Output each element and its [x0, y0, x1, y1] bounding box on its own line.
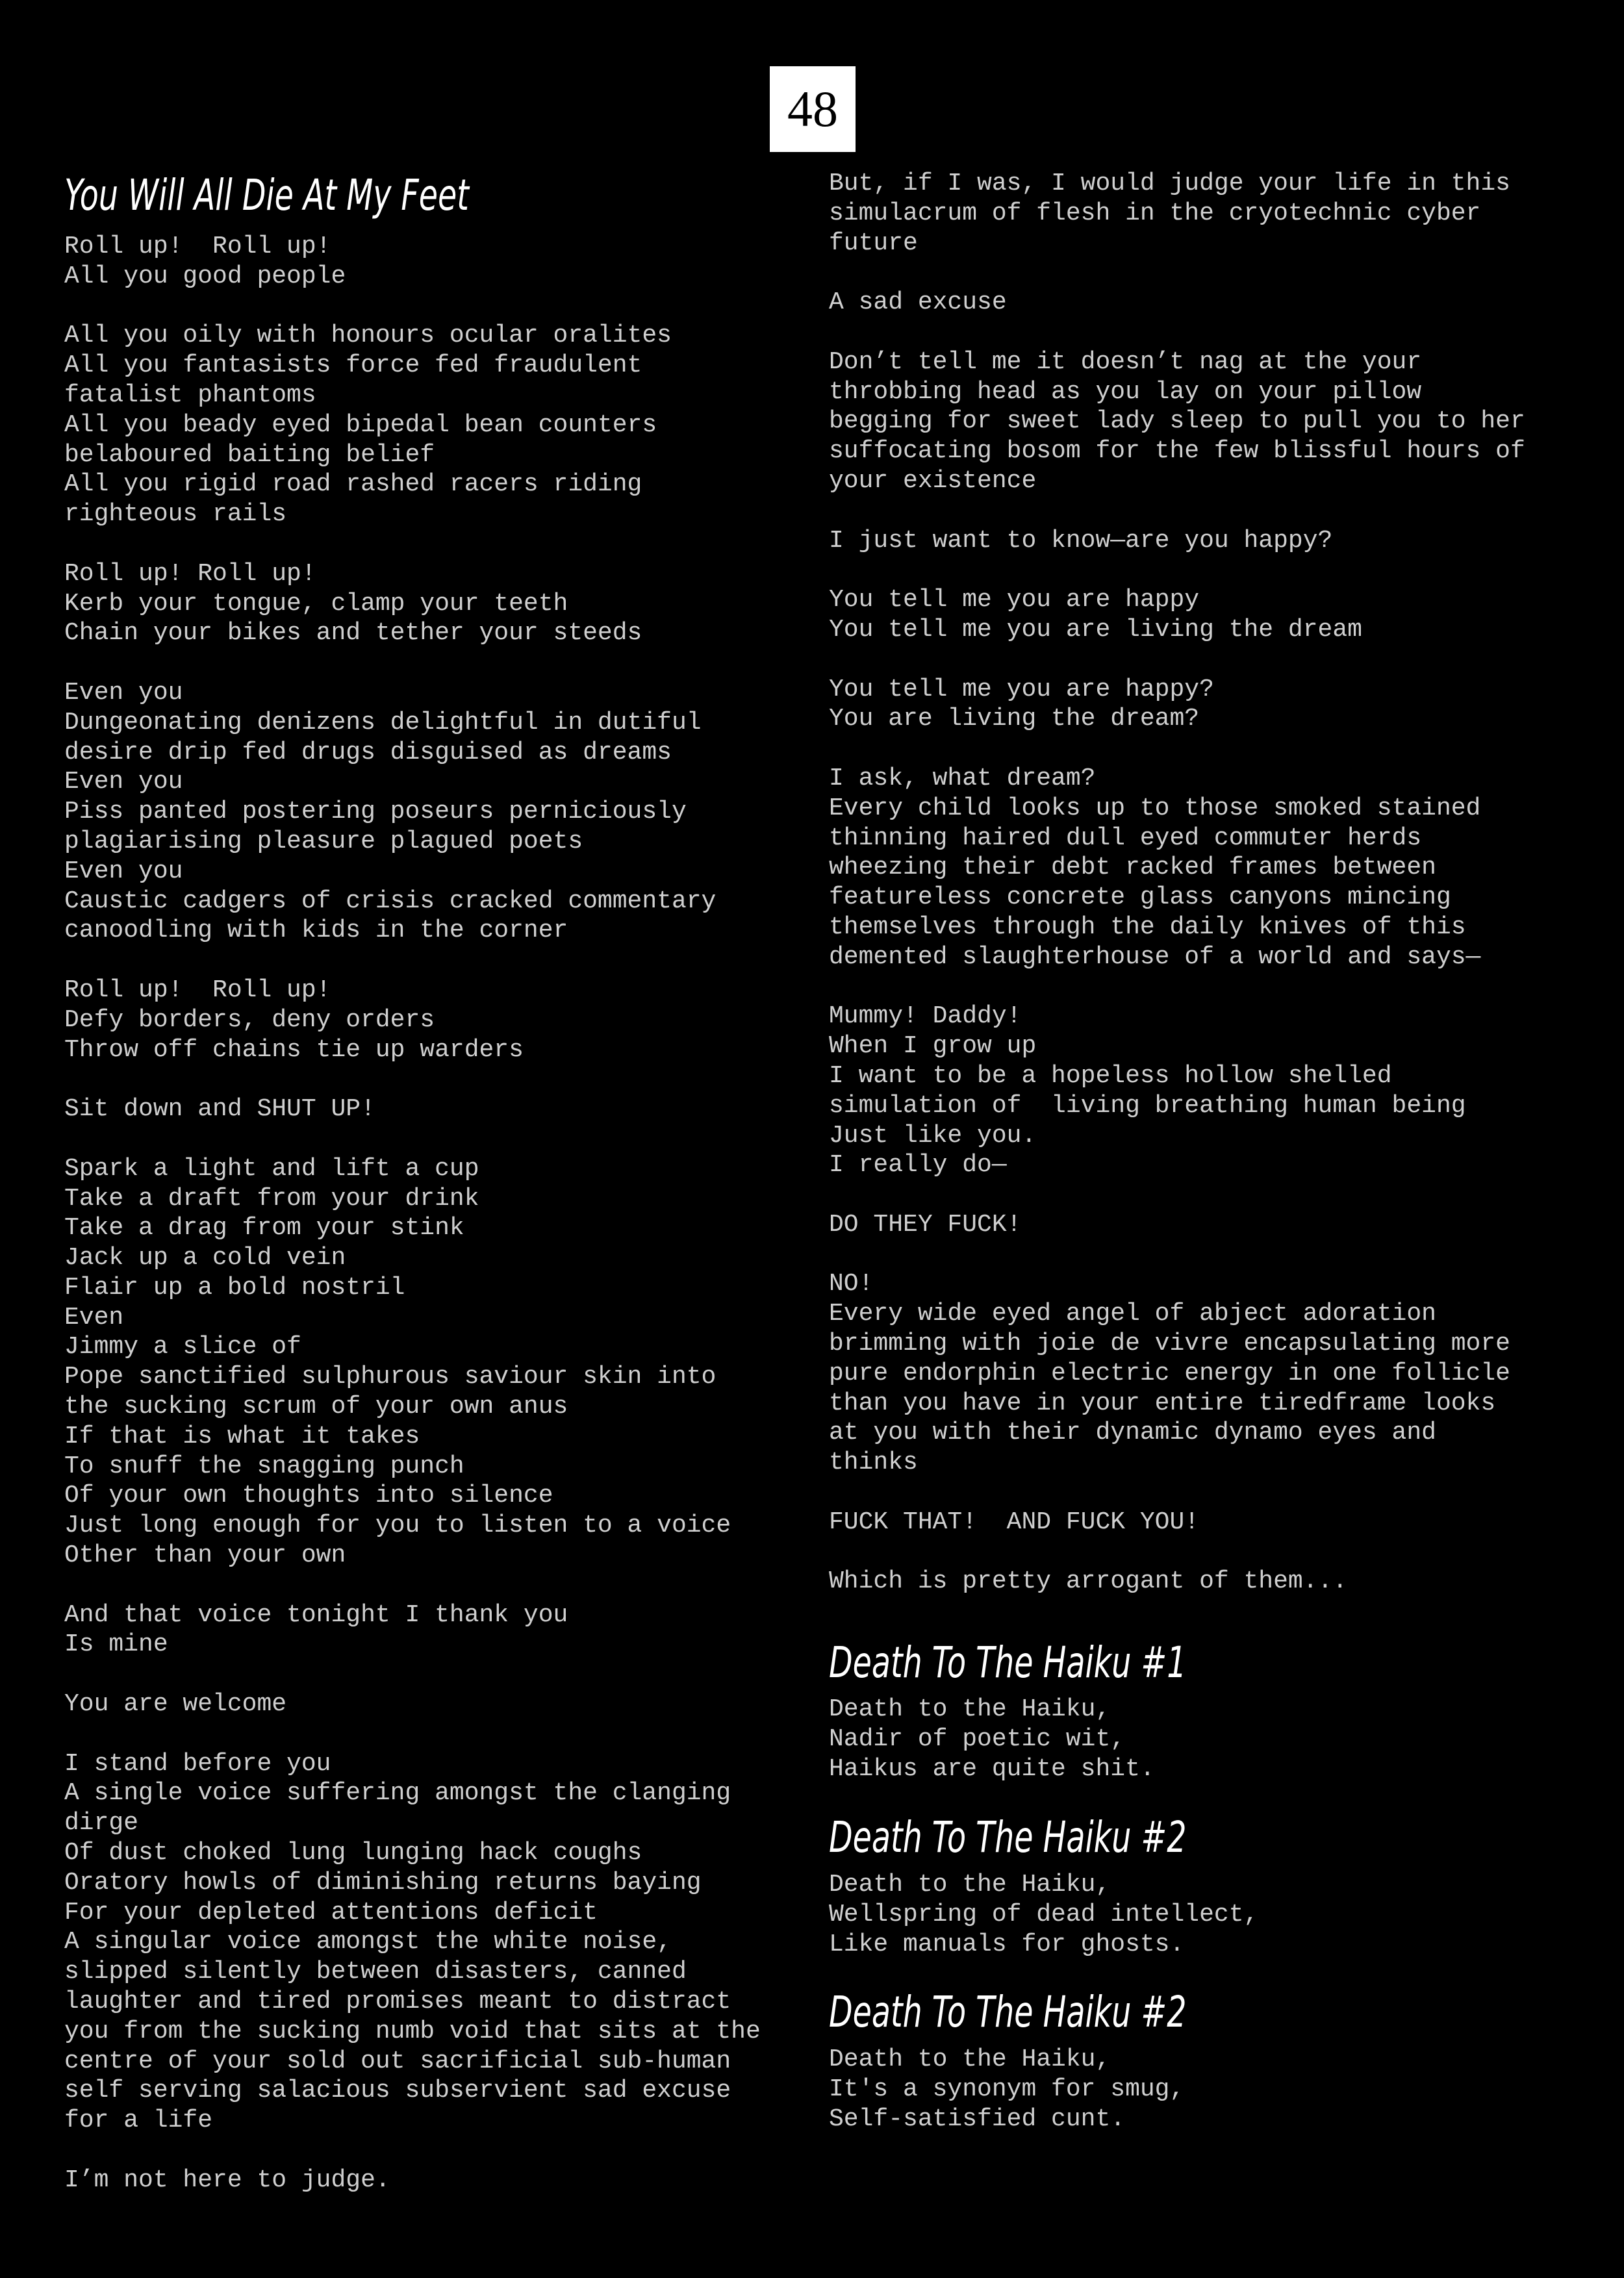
- poem-body-feet-continued: But, if I was, I would judge your life in this simulacrum of flesh in the cryotechnic cyber future A sad excuse Don’t tell me it doesn’t nag at the your throbbing head as you lay on your pillow begging for sweet lady sleep to pull you to her suffocating bosom for the few blissful hours of your existence I just want to know—are you happy? You tell me you are happy You tell me you are living the dream You tell me you are happy? You are living the dream? I ask, what dream? Every child looks up to those smoked stained thinning haired dull eyed commuter herds wheezing their debt racked frames between featureless concrete glass canyons mincing themselves through the daily knives of this demented slaughterhouse of a world and says— Mummy! Daddy! When I grow up I want to be a hopeless hollow shelled simulation of living breathing human being Just like you. I really do— DO THEY FUCK! NO! Every wide eyed angel of abject adoration brimming with joie de vivre encapsulating more pure endorphin electric energy in one follicle than you have in your entire tiredframe looks at you with their dynamic dynamo eyes and thinks FUCK THAT! AND FUCK YOU! Which is pretty arrogant of them...: [829, 170, 1525, 1596]
- poem-title-haiku-2: Death To The Haiku #2: [829, 1812, 1187, 1862]
- poem-title-haiku-1: Death To The Haiku #1: [829, 1638, 1187, 1688]
- page-number-box: [770, 66, 856, 152]
- poem-body-haiku-2: Death to the Haiku, Wellspring of dead intellect, Like manuals for ghosts.: [829, 1871, 1259, 1958]
- poem-body-haiku-1: Death to the Haiku, Nadir of poetic wit, Haikus are quite shit.: [829, 1695, 1155, 1783]
- poem-title-haiku-3: Death To The Haiku #2: [829, 1987, 1187, 2037]
- poem-body-feet: Roll up! Roll up! All you good people All you oily with honours ocular oralites All you fantasists force fed fraudulent fatalist phantoms All you beady eyed bipedal bean counters belaboured baiting belief All you rigid road rashed racers riding righteous rails Roll up! Roll up! Kerb your tongue, clamp your teeth Chain your bikes and tether your steeds Even you Dungeonating denizens delightful in dutiful desire drip fed drugs disguised as dreams Even you Piss panted postering poseurs perniciously plagiarising pleasure plagued poets Even you Caustic cadgers of crisis cracked commentary canoodling with kids in the corner Roll up! Roll up! Defy borders, deny orders Throw off chains tie up warders Sit down and SHUT UP! Spark a light and lift a cup Take a draft from your drink Take a drag from your stink Jack up a cold vein Flair up a bold nostril Even Jimmy a slice of Pope sanctified sulphurous saviour skin into the sucking scrum of your own anus If that is what it takes To snuff the snagging punch Of your own thoughts into silence Just long enough for you to listen to a voice Other than your own And that voice tonight I thank you Is mine You are welcome I stand before you A single voice suffering amongst the clanging dirge Of dust choked lung lunging hack coughs Oratory howls of diminishing returns baying For your depleted attentions deficit A singular voice amongst the white noise, slipped silently between disasters, canned laughter and tired promises meant to distract you from the sucking numb void that sits at the centre of your sold out sacrificial sub-human self serving salacious subservient sad excuse for a life I’m not here to judge.: [64, 233, 761, 2194]
- poem-title-feet: You Will All Die At My Feet: [64, 170, 469, 220]
- page-number: 48: [787, 81, 838, 137]
- poem-body-haiku-3: Death to the Haiku, It's a synonym for smug, Self-satisfied cunt.: [829, 2045, 1185, 2133]
